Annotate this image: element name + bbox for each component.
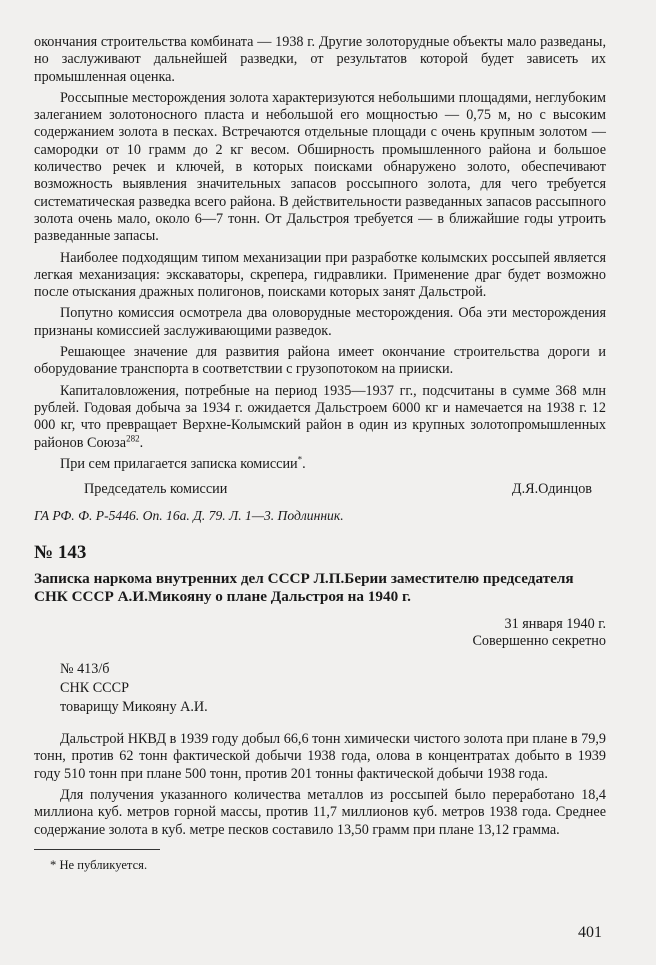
document-date: 31 января 1940 г.	[504, 616, 606, 633]
secrecy-stamp: Совершенно секретно	[472, 633, 606, 650]
signature-row	[84, 481, 592, 498]
paragraph-3: Наиболее подходящим типом механизации при разработке колымских россыпей является легкая механизация: экскаваторы, скрепера, гидравлики. Применение драг будет возможно после отыскания дражных полигонов, поисками которых занят Дальстрой.	[34, 249, 606, 301]
paragraph-1: окончания строительства комбината — 1938 г. Другие золоторудные объекты мало разведаны, но заслуживают дальнейшей разведки, от результатов которой будет зависеть их промышленная оценка.	[34, 34, 606, 85]
signature-name: Д.Я.Одинцов	[511, 481, 592, 498]
document-page	[34, 34, 606, 873]
address-block	[60, 660, 606, 717]
letter-paragraph-2: Для получения указанного количества металлов из россыпей было переработано 18,4 миллиона куб. метров горной массы, против 11,7 миллионов куб. метров 1938 года. Среднее содержание золота в куб. метре песков составило 13,50 грамм при плане 13,12 грамма.	[34, 787, 606, 838]
addressee-org: СНК СССР	[60, 680, 129, 697]
attachment-text: При сем прилагается записка комиссии	[60, 455, 298, 472]
footnote-divider	[34, 849, 160, 850]
capital-text: Капиталовложения, потребные на период 1935—1937 гг., подсчитаны в сумме 368 млн рублей. Годовая добыча за 1934 г. ожидается Дальстроем 6000 кг и намечается на 1938 г. 12 000 кг, что превращает Верхне-Колымский район в один из крупных золотопромышленных районов Союза	[34, 382, 606, 451]
signature-role: Председатель комиссии	[84, 481, 228, 498]
letter-paragraph-1: Дальстрой НКВД в 1939 году добыл 66,6 тонн химически чистого золота при плане в 79,9 тонн, против 62 тонн фактической добычи 1938 года, олова в концентратах добыто в 1939 году 510 тонн при плане 500 тонн, против 201 тонны фактической добычи 1938 года.	[34, 731, 606, 782]
document-title: Записка наркома внутренних дел СССР Л.П.Берии заместителю председателя СНК СССР А.И.Микояну о плане Дальстроя на 1940 г.	[34, 570, 574, 606]
addressee-person: товарищу Микояну А.И.	[60, 699, 208, 716]
letter-body	[34, 731, 606, 839]
paragraph-capital: Капиталовложения, потребные на период 1935—1937 гг., подсчитаны в сумме 368 млн рублей. Годовая добыча за 1934 г. ожидается Дальстроем 6000 кг и намечается на 1938 г. 12 000 кг, что превращает Верхне-Колымский район в один из крупных золотопромышленных районов Союза$^{282}$.	[34, 382, 606, 451]
date-block	[34, 616, 606, 650]
paragraph-4: Попутно комиссия осмотрела два оловорудные месторождения. Оба эти месторождения признаны комиссией заслуживающими разведок.	[34, 305, 606, 339]
footnote: * Не публикуется.	[50, 857, 148, 872]
footnote-ref-282: 282	[126, 432, 140, 443]
document-number: № 143	[34, 542, 87, 564]
archive-reference: ГА РФ. Ф. Р-5446. Оп. 16а. Д. 79. Л. 1—3. Подлинник.	[34, 508, 344, 524]
page-number: 401	[578, 924, 602, 941]
paragraph-5: Решающее значение для развития района имеет окончание строительства дороги и оборудование транспорта в соответствии с грузопотоком на прииски.	[34, 344, 606, 378]
paragraph-attachment: При сем прилагается записка комиссии*.	[60, 454, 306, 472]
reference-number: № 413/б	[60, 661, 110, 678]
paragraph-2: Россыпные месторождения золота характеризуются небольшими площадями, неглубоким залеганием золотоносного пласта и небольшой его мощностью — 0,75 м, но с высоким содержанием золота в песках. Встречаются отдельные площади с очень крупным золотом — самородки от 10 грамм до 2 кг весом. Обширность промышленного района и большое количество речек и ключей, в которых поисками обнаружено золото, обеспечивают возможность выявления значительных запасов россыпного золота, для чего требуется систематическая разведка всего района. В действительности разведанных запасов рассыпного золота очень мало, около 6—7 тонн. От Дальстроя требуется — в ближайшие годы утроить разведанные запасы.	[34, 89, 606, 245]
footnote-ref-star: *	[297, 454, 303, 465]
